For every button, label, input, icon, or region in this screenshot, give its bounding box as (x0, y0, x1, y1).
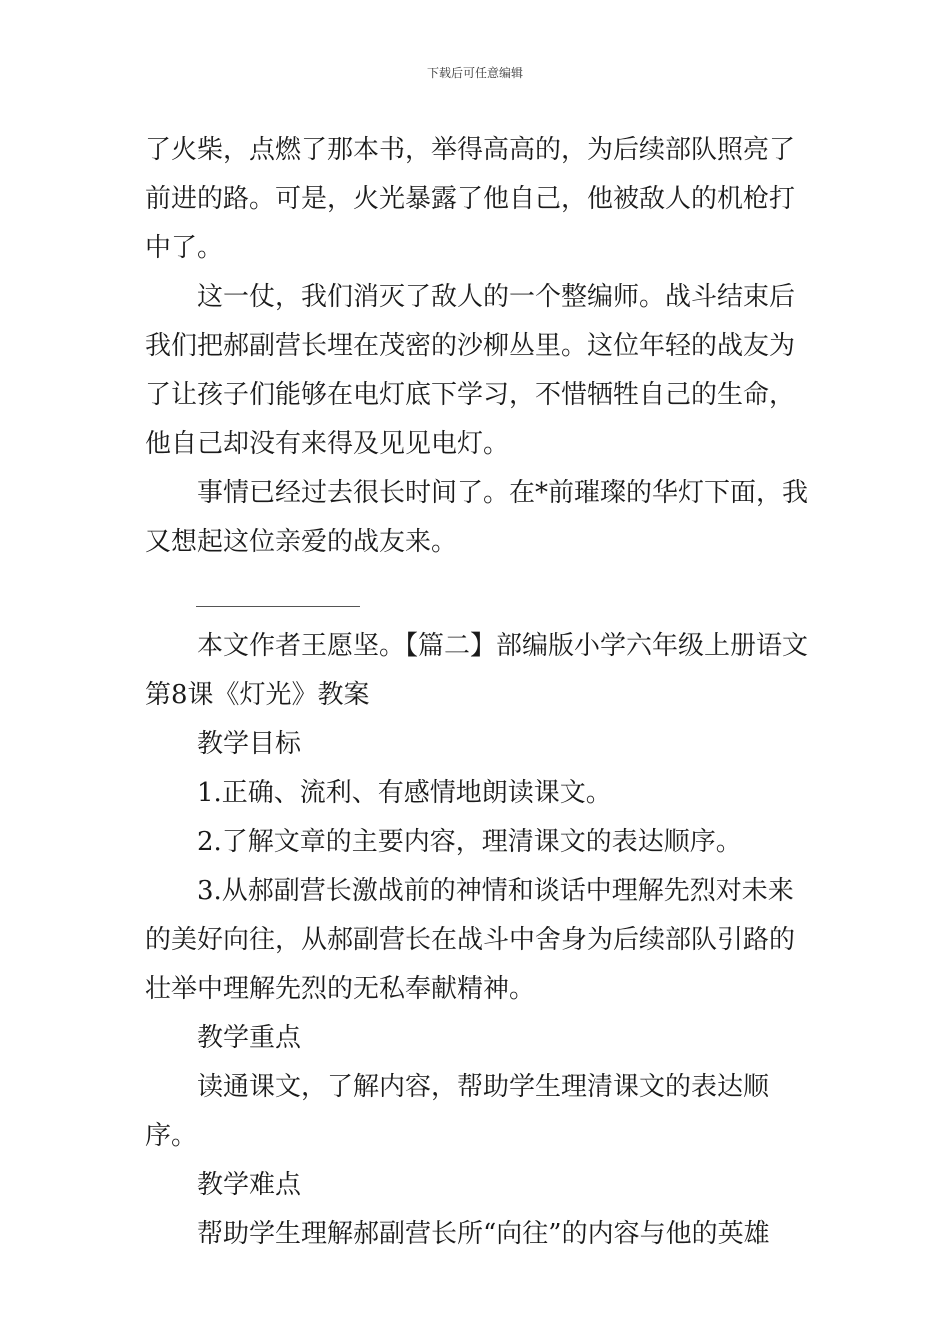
footnote-separator (196, 606, 360, 607)
goal-item-1: 1.正确、流利、有感情地朗读课文。 (197, 778, 612, 808)
goal-item-2: 2.了解文章的主要内容，理清课文的表达顺序。 (197, 827, 742, 857)
story-paragraph-3: 事情已经过去很长时间了。在*前璀璨的华灯下面，我又想起这位亲爱的战友来。 (145, 478, 809, 557)
difficulty-text: 帮助学生理解郝副营长所“向往”的内容与他的英雄 (197, 1219, 770, 1249)
goals-heading: 教学目标 (197, 729, 302, 759)
lesson-intro: 本文作者王愿坚。【篇二】部编版小学六年级上册语文第8课《灯光》教案 (145, 631, 809, 710)
difficulty-heading: 教学难点 (197, 1170, 302, 1200)
story-paragraph-2: 这一仗，我们消灭了敌人的一个整编师。战斗结束后我们把郝副营长埋在茂密的沙柳丛里。这位年轻的战友为了让孩子们能够在电灯底下学习，不惜牺牲自己的生命，他自己却没有来得及见见电灯。 (145, 282, 796, 459)
story-text (145, 126, 809, 567)
story-paragraph-1: 了火柴，点燃了那本书，举得高高的，为后续部队照亮了前进的路。可是，火光暴露了他自己，他被敌人的机枪打中了。 (145, 135, 796, 263)
key-heading: 教学重点 (197, 1023, 302, 1053)
lesson-plan (145, 622, 809, 1259)
page-header-note: 下载后可任意编辑 (426, 66, 523, 80)
goal-item-3: 3.从郝副营长激战前的神情和谈话中理解先烈对未来的美好向往，从郝副营长在战斗中舍身为后续部队引路的壮举中理解先烈的无私奉献精神。 (145, 876, 796, 1004)
key-text: 读通课文，了解内容，帮助学生理清课文的表达顺序。 (145, 1072, 770, 1151)
